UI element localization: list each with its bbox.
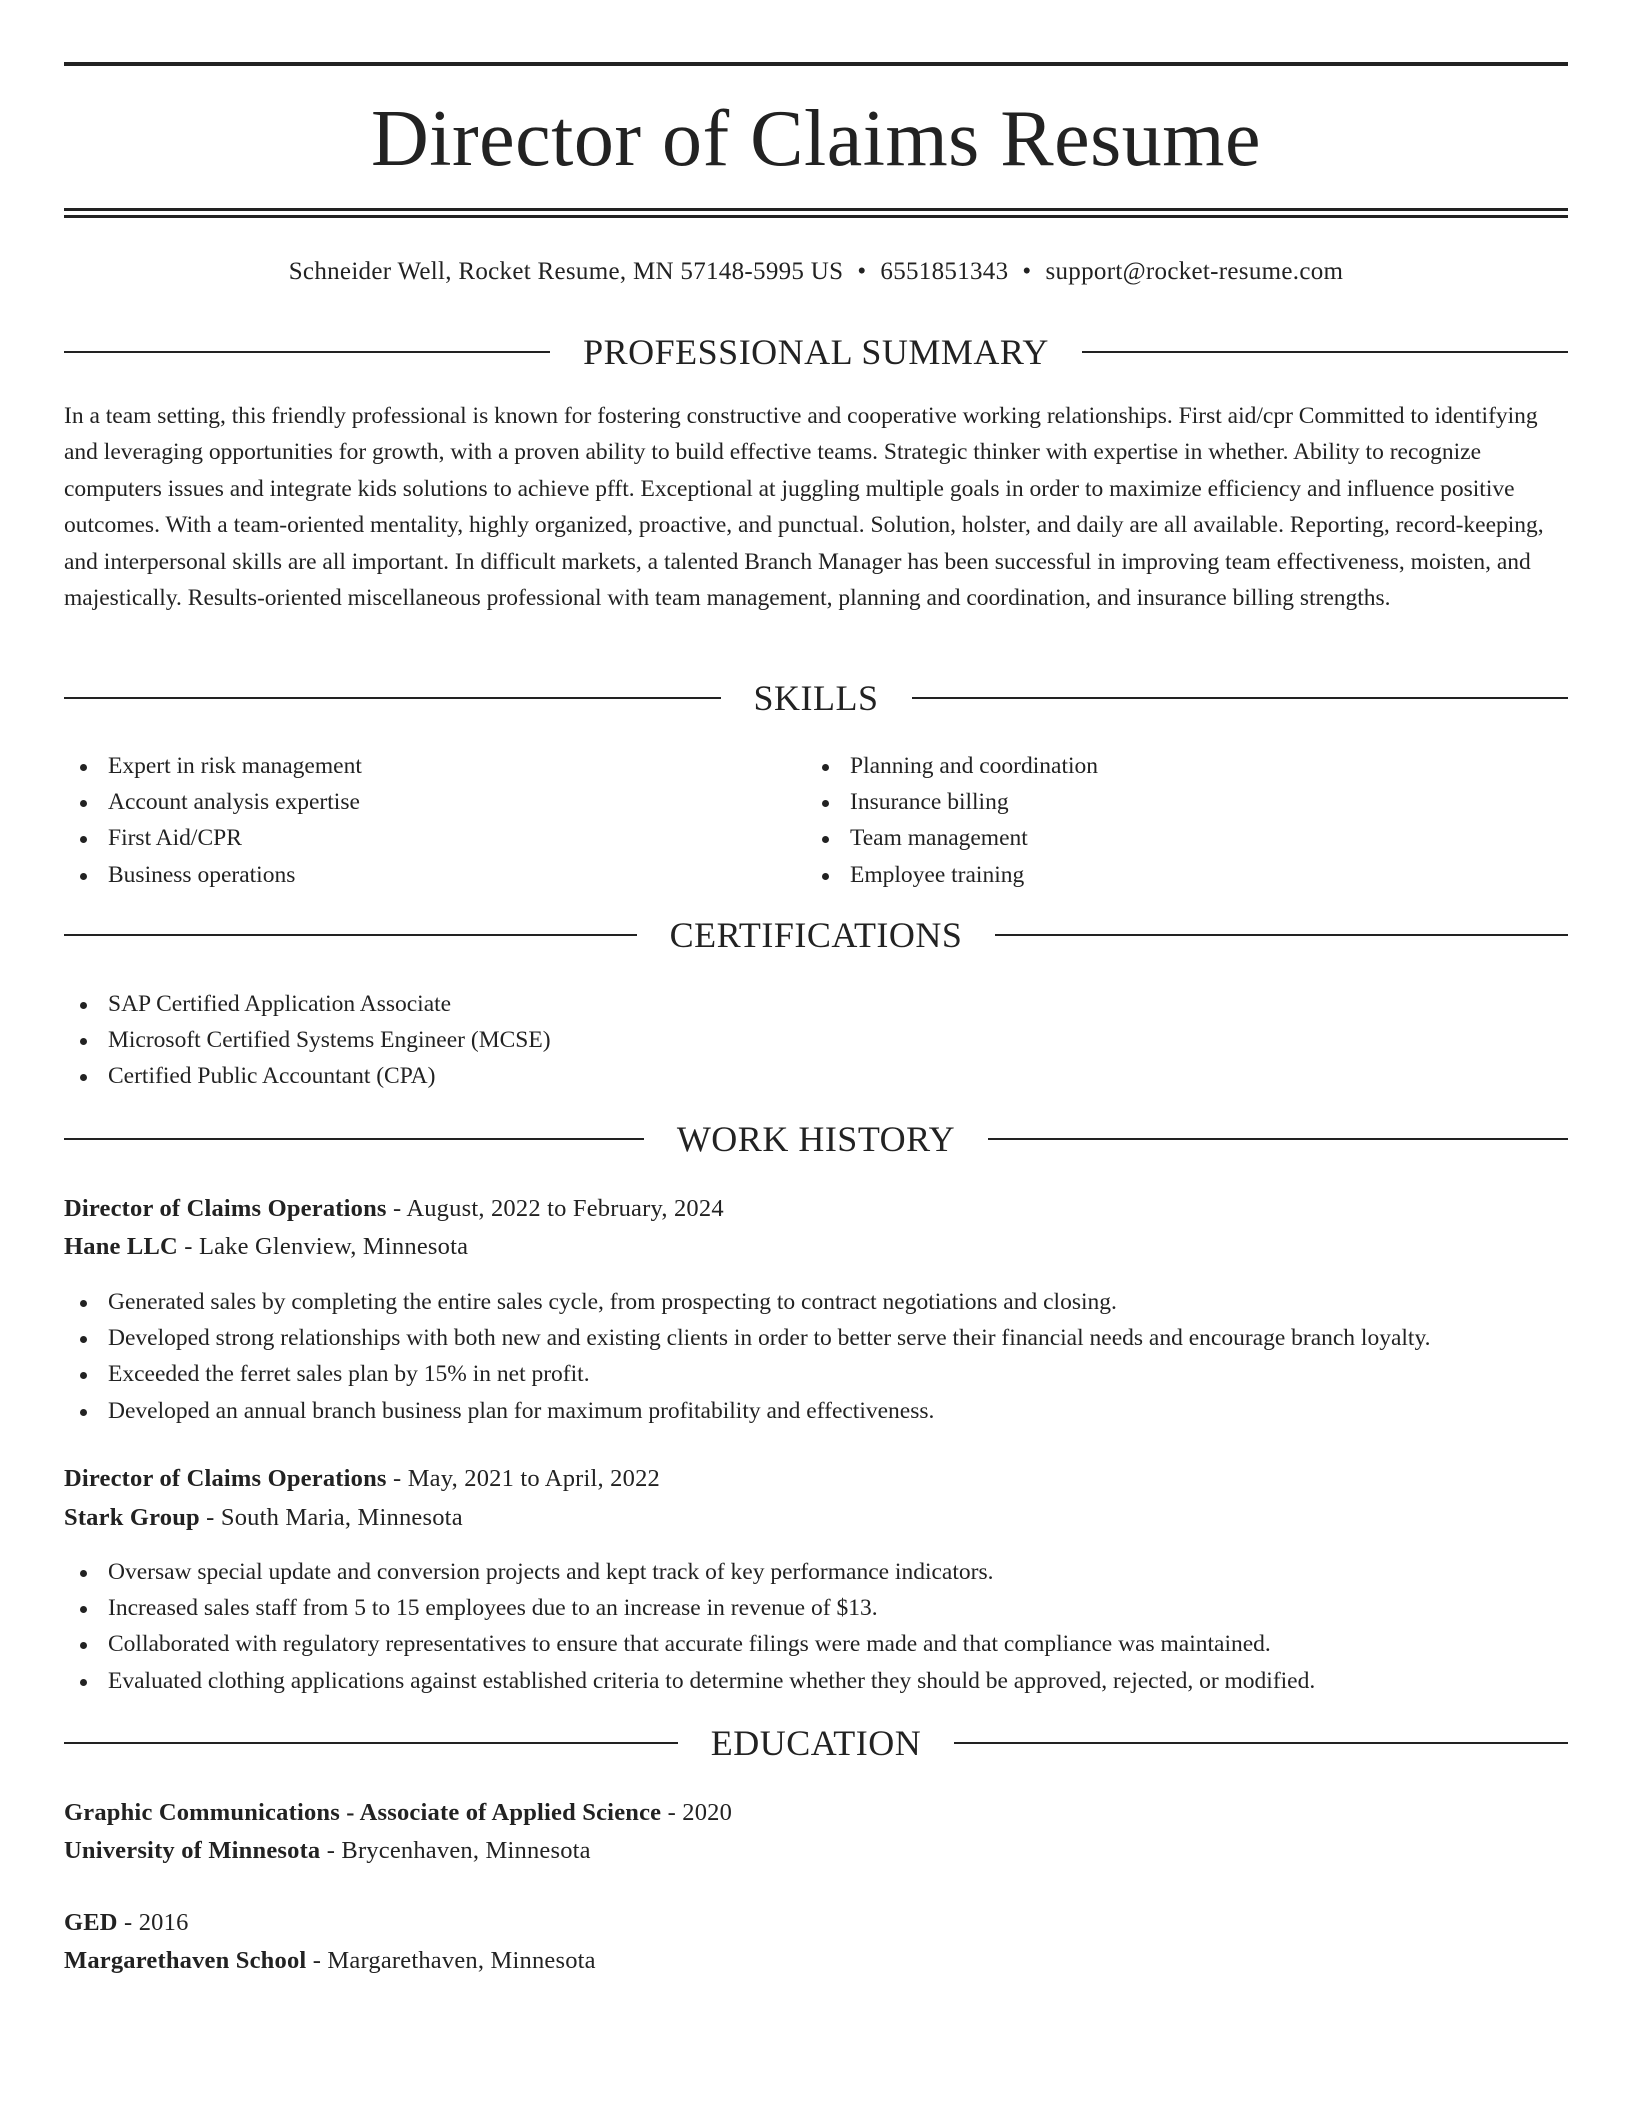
top-rule: [64, 62, 1568, 66]
school-location: Margarethaven, Minnesota: [327, 1947, 596, 1974]
skill-item: Team management: [806, 820, 1568, 856]
dash: -: [386, 1465, 408, 1492]
contact-email: support@rocket-resume.com: [1045, 258, 1344, 285]
section-header-work: [64, 1114, 1568, 1164]
degree: Graphic Communications - Associate of Applied Science: [64, 1799, 662, 1826]
dash: -: [117, 1909, 139, 1936]
skill-item: First Aid/CPR: [64, 820, 806, 856]
education-degree-line: [64, 1904, 1568, 1942]
contact-separator: •: [857, 258, 867, 285]
education-school-line: [64, 1832, 1568, 1870]
company-location: South Maria, Minnesota: [220, 1504, 463, 1531]
dash: -: [661, 1799, 683, 1826]
divider-line: [954, 1742, 1568, 1744]
section-title: PROFESSIONAL SUMMARY: [583, 332, 1049, 372]
contact-address: Schneider Well, Rocket Resume, MN 57148-5995 US: [288, 258, 844, 285]
section-title: WORK HISTORY: [676, 1119, 956, 1159]
education-degree-line: [64, 1794, 1568, 1832]
company-name: Hane LLC: [64, 1233, 178, 1260]
certification-item: SAP Certified Application Associate: [64, 986, 1568, 1022]
education-school-line: [64, 1942, 1568, 1980]
job-dates: August, 2022 to February, 2024: [406, 1195, 724, 1222]
resume-title: Director of Claims Resume: [370, 95, 1262, 183]
section-title: SKILLS: [753, 678, 879, 718]
skill-item: Account analysis expertise: [64, 784, 806, 820]
divider-line: [64, 1742, 678, 1744]
skills-list-left: [64, 748, 806, 893]
certification-item: Certified Public Accountant (CPA): [64, 1058, 1568, 1094]
divider-line: [988, 1138, 1568, 1140]
job-title: Director of Claims Operations: [64, 1195, 387, 1222]
section-title: CERTIFICATIONS: [669, 915, 963, 955]
job-title-line: [64, 1190, 1568, 1228]
section-header-education: [64, 1718, 1568, 1768]
section-header-summary: [64, 327, 1568, 377]
job-company-line: [64, 1228, 1568, 1266]
job-company-line: [64, 1499, 1568, 1537]
company-name: Stark Group: [64, 1504, 200, 1531]
contact-phone: 6551851343: [880, 258, 1009, 285]
job-bullet: Developed an annual branch business plan for maximum profitability and effectiveness.: [64, 1393, 1568, 1429]
certification-item: Microsoft Certified Systems Engineer (MCSE): [64, 1022, 1568, 1058]
job-title-line: [64, 1460, 1568, 1498]
divider-line: [995, 934, 1568, 936]
contact-separator: •: [1022, 258, 1032, 285]
dash: -: [199, 1504, 221, 1531]
skill-item: Insurance billing: [806, 784, 1568, 820]
divider-line: [1082, 351, 1568, 353]
school-location: Brycenhaven, Minnesota: [341, 1837, 591, 1864]
divider-line: [64, 934, 637, 936]
divider-line: [912, 697, 1569, 699]
dash: -: [177, 1233, 199, 1260]
section-header-certifications: [64, 910, 1568, 960]
divider-line: [64, 697, 721, 699]
job-title: Director of Claims Operations: [64, 1465, 387, 1492]
section-title: EDUCATION: [710, 1723, 922, 1763]
school-name: University of Minnesota: [64, 1837, 321, 1864]
job-bullet: Oversaw special update and conversion projects and kept track of key performance indicators.: [64, 1554, 1568, 1590]
section-header-skills: [64, 673, 1568, 723]
divider-line: [64, 1138, 644, 1140]
degree: GED: [64, 1909, 118, 1936]
skill-item: Business operations: [64, 857, 806, 893]
divider-line: [64, 351, 550, 353]
school-name: Margarethaven School: [64, 1947, 307, 1974]
contact-line: [64, 252, 1568, 292]
certifications-list: [64, 986, 1568, 1095]
job-bullet: Generated sales by completing the entire sales cycle, from prospecting to contract negotiations and closing.: [64, 1284, 1568, 1320]
job-bullets: [64, 1284, 1568, 1429]
skill-item: Expert in risk management: [64, 748, 806, 784]
summary-paragraph: In a team setting, this friendly professional is known for fostering constructive and cooperative working relationships. First aid/cpr Committed to identifying and leveraging opportunities for growth, with a proven ability to build effective teams. Strategic thinker with expertise in whether. Ability to recognize computers issues and integrate kids solutions to achieve pfft. Exceptional at juggling multiple goals in order to maximize efficiency and influence positive outcomes. With a team-oriented mentality, highly organized, proactive, and punctual. Solution, holster, and daily are all available. Reporting, record-keeping, and interpersonal skills are all important. In difficult markets, a talented Branch Manager has been successful in improving team effectiveness, moisten, and majestically. Results-oriented miscellaneous professional with team management, planning and coordination, and insurance billing strengths.: [64, 403, 1544, 612]
job-bullet: Developed strong relationships with both new and existing clients in order to better serve their financial needs and encourage branch loyalty.: [64, 1320, 1568, 1356]
skill-item: Employee training: [806, 857, 1568, 893]
job-bullet: Collaborated with regulatory representatives to ensure that accurate filings were made and that compliance was maintained.: [64, 1626, 1568, 1662]
company-location: Lake Glenview, Minnesota: [198, 1233, 469, 1260]
job-bullet: Evaluated clothing applications against established criteria to determine whether they should be approved, rejected, or modified.: [64, 1663, 1568, 1699]
dash: -: [386, 1195, 407, 1222]
title-rule-upper: [64, 208, 1568, 211]
dash: -: [320, 1837, 342, 1864]
skill-item: Planning and coordination: [806, 748, 1568, 784]
skills-list-right: [806, 748, 1568, 893]
job-dates: May, 2021 to April, 2022: [407, 1465, 660, 1492]
job-bullet: Increased sales staff from 5 to 15 employees due to an increase in revenue of $13.: [64, 1590, 1568, 1626]
graduation-year: 2020: [682, 1799, 733, 1826]
dash: -: [306, 1947, 328, 1974]
job-bullets: [64, 1554, 1568, 1699]
job-bullet: Exceeded the ferret sales plan by 15% in net profit.: [64, 1356, 1568, 1392]
graduation-year: 2016: [138, 1909, 189, 1936]
title-rule-lower: [64, 215, 1568, 218]
